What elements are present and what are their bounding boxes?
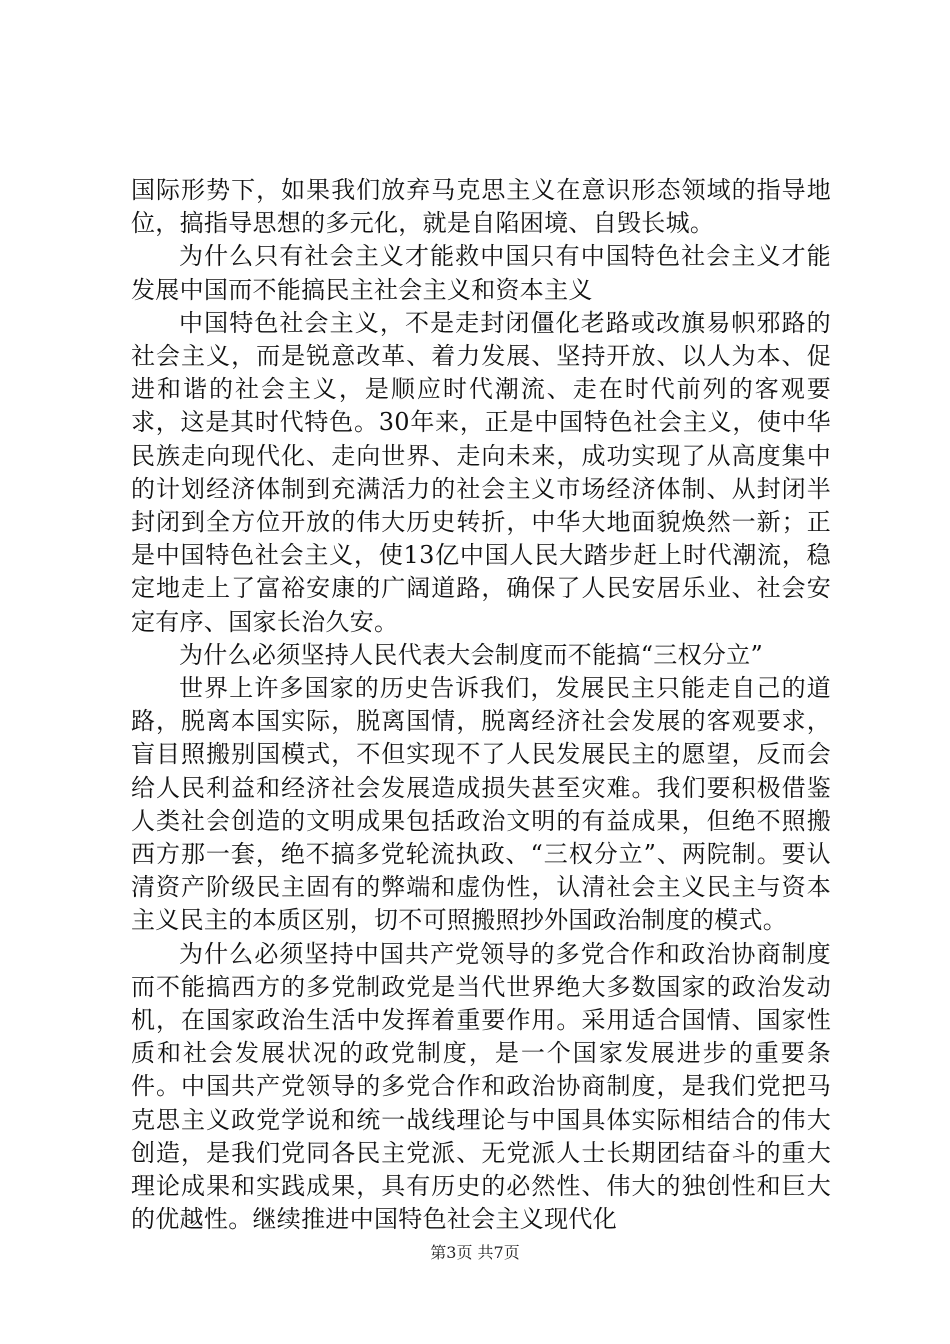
section-heading-peoples-congress: 为什么必须坚持人民代表大会制度而不能搞“三权分立” [179,640,764,669]
section-heading-socialism: 为什么只有社会主义才能救中国只有中国特色社会主义才能发展中国而不能搞民主社会主义和资本主义 [131,242,831,304]
paragraph-multiparty-cooperation: 为什么必须坚持中国共产党领导的多党合作和政治协商制度而不能搞西方的多党制政党是当代世界绝大多数国家的政治发动机，在国家政治生活中发挥着重要作用。采用适合国情、国家性质和社会发展状况的政党制度，是一个国家发展进步的重要条件。中国共产党领导的多党合作和政治协商制度，是我们党把马克思主义政党学说和统一战线理论与中国具体实际相结合的伟大创造，是我们党同各民主党派、无党派人士长期团结奋斗的重大理论成果和实践成果，具有历史的必然性、伟大的独创性和巨大的优越性。继续推进中国特色社会主义现代化 [131,939,831,1234]
paragraph-continued: 国际形势下，如果我们放弃马克思主义在意识形态领域的指导地位，搞指导思想的多元化，就是自陷困境、自毁长城。 [131,176,831,238]
paragraph-chinese-socialism: 中国特色社会主义，不是走封闭僵化老路或改旗易帜邪路的社会主义，而是锐意改革、着力发展、坚持开放、以人为本、促进和谐的社会主义，是顺应时代潮流、走在时代前列的客观要求，这是其时代特色。30年来，正是中国特色社会主义，使中华民族走向现代化、走向世界、走向未来，成功实现了从高度集中的计划经济体制到充满活力的社会主义市场经济体制、从封闭半封闭到全方位开放的伟大历史转折，中华大地面貌焕然一新；正是中国特色社会主义，使13亿中国人民大踏步赶上时代潮流，稳定地走上了富裕安康的广阔道路，确保了人民安居乐业、社会安定有序、国家长治久安。 [131,308,831,636]
paragraph-democracy-path: 世界上许多国家的历史告诉我们，发展民主只能走自己的道路，脱离本国实际，脱离国情，脱离经济社会发展的客观要求，盲目照搬别国模式，不但实现不了人民发展民主的愿望，反而会给人民利益和经济社会发展造成损失甚至灾难。我们要积极借鉴人类社会创造的文明成果包括政治文明的有益成果，但绝不照搬西方那一套，绝不搞多党轮流执政、“三权分立”、两院制。要认清资产阶级民主固有的弊端和虚伪性，认清社会主义民主与资本主义民主的本质区别，切不可照搬照抄外国政治制度的模式。 [131,674,831,935]
page-footer: 第3页 共7页 [430,1243,520,1262]
document-body [131,174,831,1237]
